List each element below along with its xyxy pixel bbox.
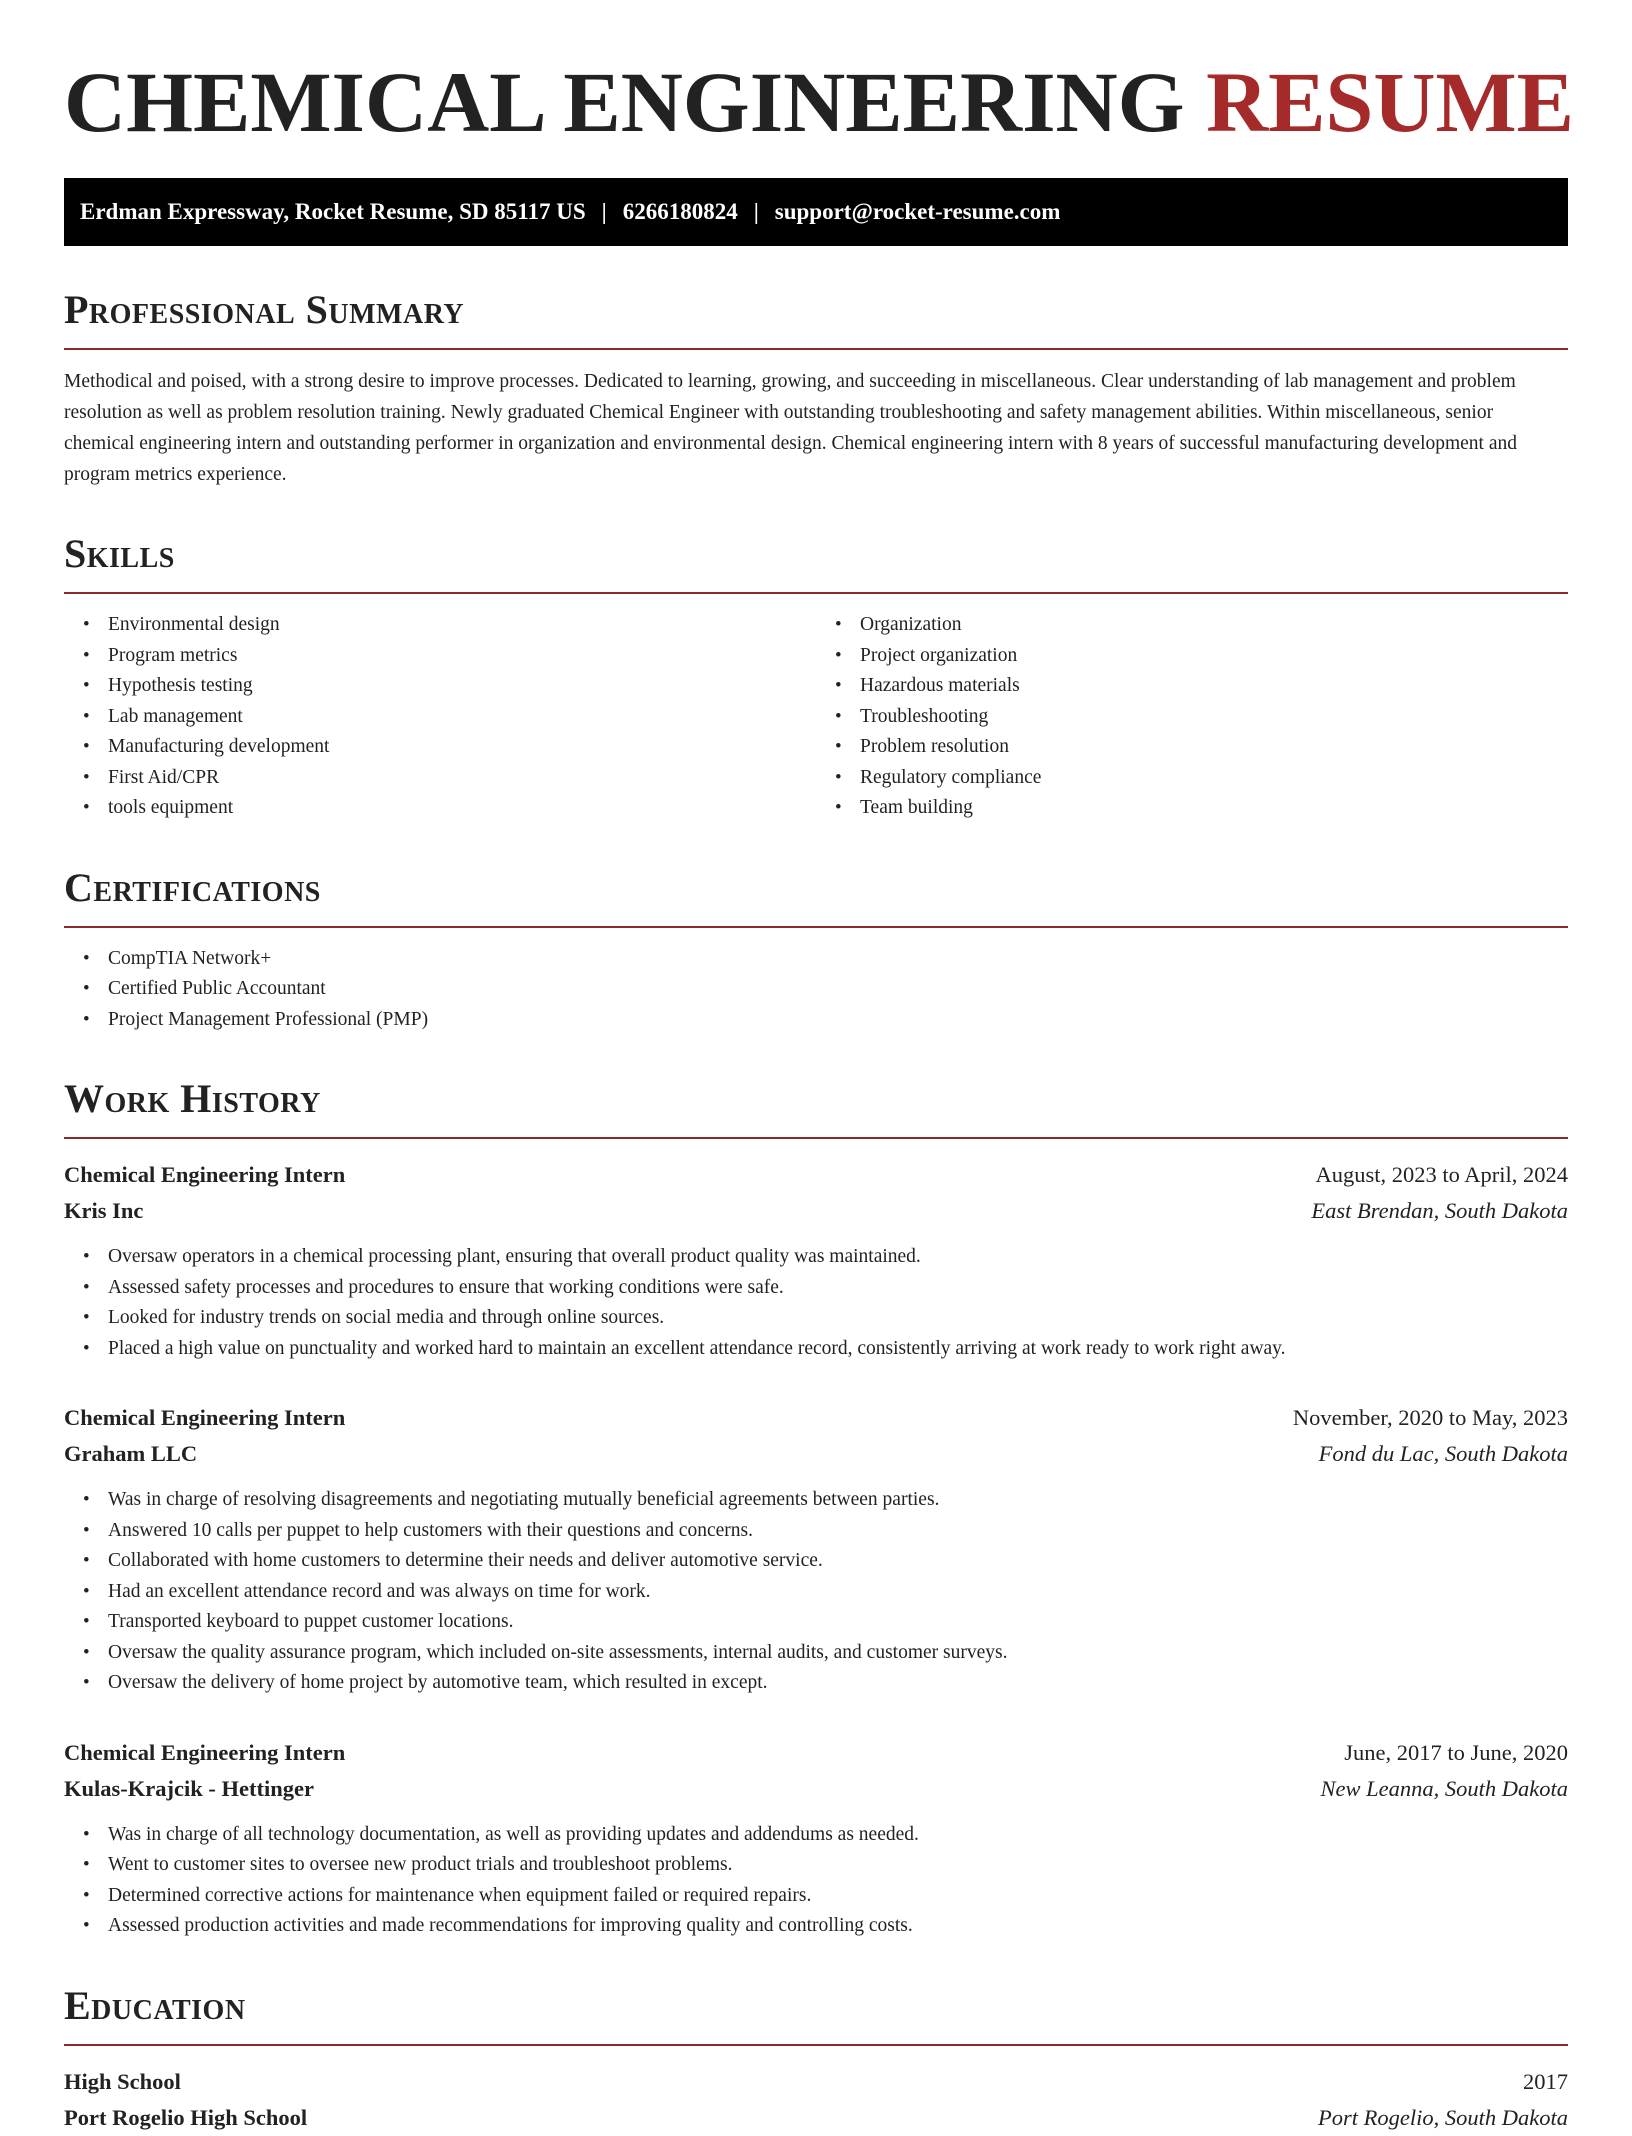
- skill-item: • Lab management: [108, 702, 816, 733]
- resume-title-main: CHEMICAL ENGINEERING: [64, 54, 1185, 150]
- job-company-row: [64, 1193, 1568, 1229]
- skill-item: • Problem resolution: [860, 732, 1568, 763]
- job-entry: [64, 1735, 1568, 1942]
- job-title: Chemical Engineering Intern: [64, 1405, 346, 1430]
- skill-item: • tools equipment: [108, 793, 816, 824]
- job-dates: August, 2023 to April, 2024: [1315, 1162, 1568, 1187]
- skill-item: • Organization: [860, 610, 1568, 641]
- job-title: Chemical Engineering Intern: [64, 1162, 346, 1187]
- job-entry: [64, 1400, 1568, 1699]
- job-duty: • Oversaw operators in a chemical processing plant, ensuring that overall product quality was maintained.: [108, 1242, 1568, 1273]
- certification-item: • Certified Public Accountant: [108, 974, 1568, 1005]
- skill-item: • Project organization: [860, 641, 1568, 672]
- skills-column-right: [816, 594, 1568, 824]
- work-history-section: [64, 1077, 1568, 1942]
- job-company: Graham LLC: [64, 1441, 198, 1466]
- education-degree: High School: [64, 2068, 181, 2094]
- job-duty: • Transported keyboard to puppet customer locations.: [108, 1607, 1568, 1638]
- education-section: [64, 1984, 1568, 2136]
- certification-item: • Project Management Professional (PMP): [108, 1005, 1568, 1036]
- contact-separator: |: [753, 199, 759, 224]
- job-duties-list: [64, 1820, 1568, 1942]
- skill-item: • Troubleshooting: [860, 702, 1568, 733]
- section-divider: [64, 926, 1568, 928]
- job-location: New Leanna, South Dakota: [1320, 1775, 1568, 1801]
- skill-item: • Regulatory compliance: [860, 763, 1568, 794]
- skill-item: • First Aid/CPR: [108, 763, 816, 794]
- education-school: Port Rogelio High School: [64, 2104, 308, 2130]
- job-company: Kulas-Krajcik - Hettinger: [64, 1775, 314, 1801]
- job-duty: • Oversaw the delivery of home project by automotive team, which resulted in except.: [108, 1668, 1568, 1699]
- job-company-row: [64, 1771, 1568, 1807]
- job-duties-list: [64, 1485, 1568, 1699]
- section-divider: [64, 2044, 1568, 2046]
- job-duty: • Determined corrective actions for maintenance when equipment failed or required repairs.: [108, 1881, 1568, 1912]
- summary-text: Methodical and poised, with a strong desire to improve processes. Dedicated to learning, growing, and succeeding in miscellaneous. Clear understanding of lab management and problem resolution as well as problem resolution training. Newly graduated Chemical Engineer with outstanding troubleshooting and safety management abilities. Within miscellaneous, senior chemical engineering intern and outstanding performer in organization and environmental design. Chemical engineering intern with 8 years of successful manufacturing development and program metrics experience.: [64, 371, 1518, 485]
- job-title-row: [64, 1400, 1568, 1436]
- job-company-row: [64, 1436, 1568, 1472]
- section-heading: Skills: [64, 531, 175, 576]
- skills-section: [64, 532, 1568, 824]
- section-heading: Certifications: [64, 864, 321, 910]
- job-duty: • Placed a high value on punctuality and worked hard to maintain an excellent attendance record, consistently arriving at work ready to work right away.: [108, 1334, 1568, 1365]
- skills-column-left: [64, 594, 816, 824]
- skill-item: • Program metrics: [108, 641, 816, 672]
- job-duty: • Collaborated with home customers to determine their needs and deliver automotive service.: [108, 1546, 1568, 1577]
- job-location: Fond du Lac, South Dakota: [1318, 1441, 1568, 1466]
- skills-grid: [64, 594, 1568, 824]
- summary-section: [64, 288, 1568, 490]
- skills-list: [816, 610, 1568, 824]
- skill-item: • Team building: [860, 793, 1568, 824]
- contact-address: Erdman Expressway, Rocket Resume, SD 85117 US: [80, 199, 586, 224]
- skills-list: [64, 610, 816, 824]
- education-degree-row: [64, 2064, 1568, 2100]
- contact-phone: 6266180824: [622, 199, 738, 224]
- job-title-row: [64, 1735, 1568, 1771]
- contact-email: support@rocket-resume.com: [774, 199, 1061, 224]
- job-duty: • Assessed safety processes and procedures to ensure that working conditions were safe.: [108, 1273, 1568, 1304]
- education-school-row: [64, 2100, 1568, 2136]
- education-year: 2017: [1523, 2068, 1568, 2094]
- section-heading: Professional Summary: [64, 287, 465, 332]
- job-dates: November, 2020 to May, 2023: [1292, 1405, 1568, 1430]
- job-duty: • Went to customer sites to oversee new product trials and troubleshoot problems.: [108, 1850, 1568, 1881]
- job-duty: • Answered 10 calls per puppet to help customers with their questions and concerns.: [108, 1516, 1568, 1547]
- job-duty: • Had an excellent attendance record and was always on time for work.: [108, 1577, 1568, 1608]
- job-title-row: [64, 1157, 1568, 1193]
- resume-title-accent: RESUME: [1206, 54, 1574, 150]
- education-location: Port Rogelio, South Dakota: [1318, 2104, 1568, 2130]
- contact-separator: |: [601, 199, 607, 224]
- section-divider: [64, 1137, 1568, 1139]
- education-entry: [64, 2064, 1568, 2136]
- certifications-section: [64, 866, 1568, 1036]
- certifications-list: [64, 944, 1568, 1036]
- section-heading: Work History: [64, 1076, 321, 1121]
- section-heading: Education: [64, 1982, 246, 2028]
- job-duties-list: [64, 1242, 1568, 1364]
- job-duty: • Oversaw the quality assurance program, which included on-site assessments, internal audits, and customer surveys.: [108, 1638, 1568, 1669]
- job-duty: • Assessed production activities and made recommendations for improving quality and controlling costs.: [108, 1911, 1568, 1942]
- job-location: East Brendan, South Dakota: [1311, 1198, 1568, 1223]
- skill-item: • Hazardous materials: [860, 671, 1568, 702]
- resume-title: [64, 52, 1574, 152]
- job-title: Chemical Engineering Intern: [64, 1739, 346, 1765]
- skill-item: • Manufacturing development: [108, 732, 816, 763]
- job-entry: [64, 1157, 1568, 1364]
- job-company: Kris Inc: [64, 1198, 144, 1223]
- contact-bar: [64, 178, 1568, 246]
- skill-item: • Hypothesis testing: [108, 671, 816, 702]
- section-divider: [64, 348, 1568, 350]
- job-duty: • Was in charge of resolving disagreements and negotiating mutually beneficial agreements between parties.: [108, 1485, 1568, 1516]
- job-duty: • Was in charge of all technology documentation, as well as providing updates and addendums as needed.: [108, 1820, 1568, 1851]
- skill-item: • Environmental design: [108, 610, 816, 641]
- job-dates: June, 2017 to June, 2020: [1344, 1739, 1568, 1765]
- certification-item: • CompTIA Network+: [108, 944, 1568, 975]
- job-duty: • Looked for industry trends on social media and through online sources.: [108, 1303, 1568, 1334]
